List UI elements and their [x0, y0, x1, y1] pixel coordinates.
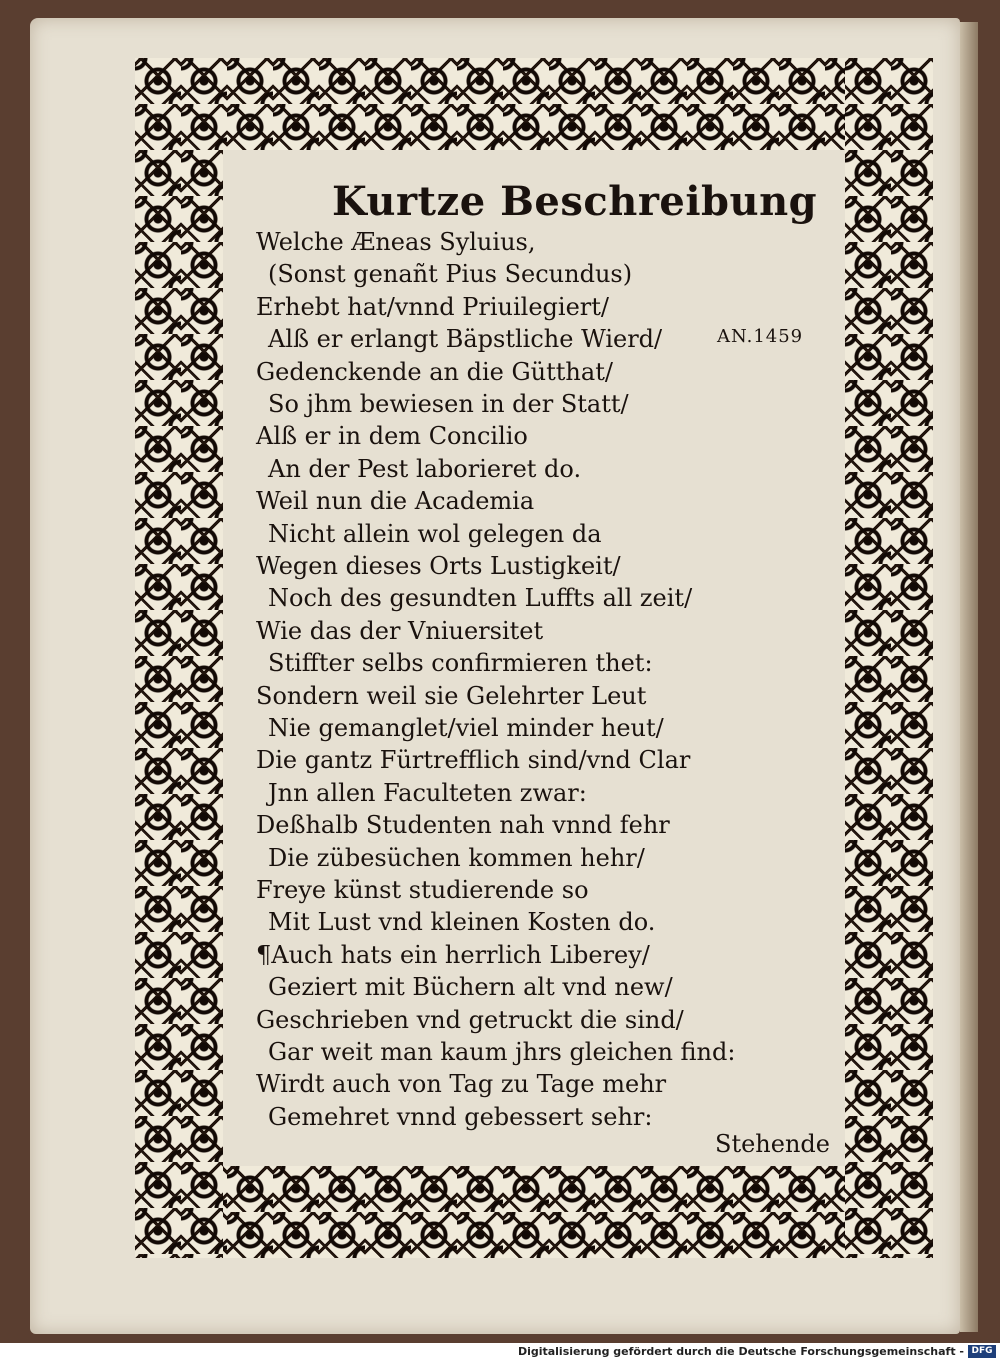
verse-line: Nicht allein wol gelegen da	[268, 519, 602, 548]
verse-line: Gar weit man kaum jhrs gleichen find:	[268, 1038, 736, 1066]
text-block	[232, 160, 840, 1160]
verse-line: Mit Lust vnd kleinen Kosten do.	[268, 908, 656, 937]
verse-line: Wirdt auch von Tag zu Tage mehr	[256, 1070, 667, 1099]
verse-line: Sondern weil sie Gelehrter Leut	[256, 681, 647, 710]
margin-note-year: AN.1459	[717, 326, 804, 347]
verse-line: Erhebt hat/vnnd Priuilegiert/	[256, 292, 610, 321]
verse-line: Wie das der Vniuersitet	[256, 616, 544, 645]
ornamental-border-right	[845, 58, 933, 1258]
verse-line: Die gantz Fürtrefflich sind/vnd Clar	[256, 746, 691, 775]
verse-line: Alß er erlangt Bäpstliche Wierd/	[268, 325, 663, 354]
verse-line: Nie gemanglet/viel minder heut/	[268, 714, 664, 742]
footer-credit: Digitalisierung gefördert durch die Deutsche Forschungsgemeinschaft -	[517, 1345, 964, 1358]
verse-line: Noch des gesundten Luffts all zeit/	[268, 584, 693, 613]
ornamental-border-top	[135, 58, 855, 150]
verse-line: Deßhalb Studenten nah vnnd fehr	[256, 811, 670, 840]
verse-line: Gedenckende an die Gütthat/	[256, 357, 613, 386]
verse-line: Alß er in dem Concilio	[256, 422, 528, 451]
verse-line: ¶Auch hats ein herrlich Liberey/	[256, 940, 650, 969]
ornamental-border-left	[135, 58, 223, 1258]
footer-bar	[0, 1343, 1000, 1361]
page-edge	[960, 22, 978, 1332]
verse-line: Gemehret vnnd gebessert sehr:	[268, 1102, 653, 1131]
verse-line: So jhm bewiesen in der Statt/	[268, 390, 629, 418]
verse-line: Geschrieben vnd getruckt die sind/	[256, 1005, 684, 1034]
catchword: Stehende	[715, 1130, 830, 1158]
verse-line: An der Pest laborieret do.	[268, 454, 582, 483]
verse-line: Weil nun die Academia	[256, 487, 535, 516]
ornamental-border-bottom	[135, 1166, 855, 1258]
verse-line: Stiffter selbs confirmieren thet:	[268, 649, 653, 678]
verse-line: Geziert mit Büchern alt vnd new/	[268, 973, 673, 1002]
verse-line: Freye künst studierende so	[256, 876, 589, 904]
verse-line: Welche Æneas Syluius,	[256, 228, 536, 256]
verse-line: (Sonst genañt Pius Secundus)	[268, 260, 633, 289]
page-title: Kurtze Beschreibung	[332, 178, 818, 225]
verse-line: Die zübesüchen kommen hehr/	[268, 843, 645, 872]
verse-line: Wegen dieses Orts Lustigkeit/	[256, 552, 621, 580]
verse-line: Jnn allen Faculteten zwar:	[268, 778, 587, 807]
dfg-logo: DFG	[968, 1345, 996, 1358]
